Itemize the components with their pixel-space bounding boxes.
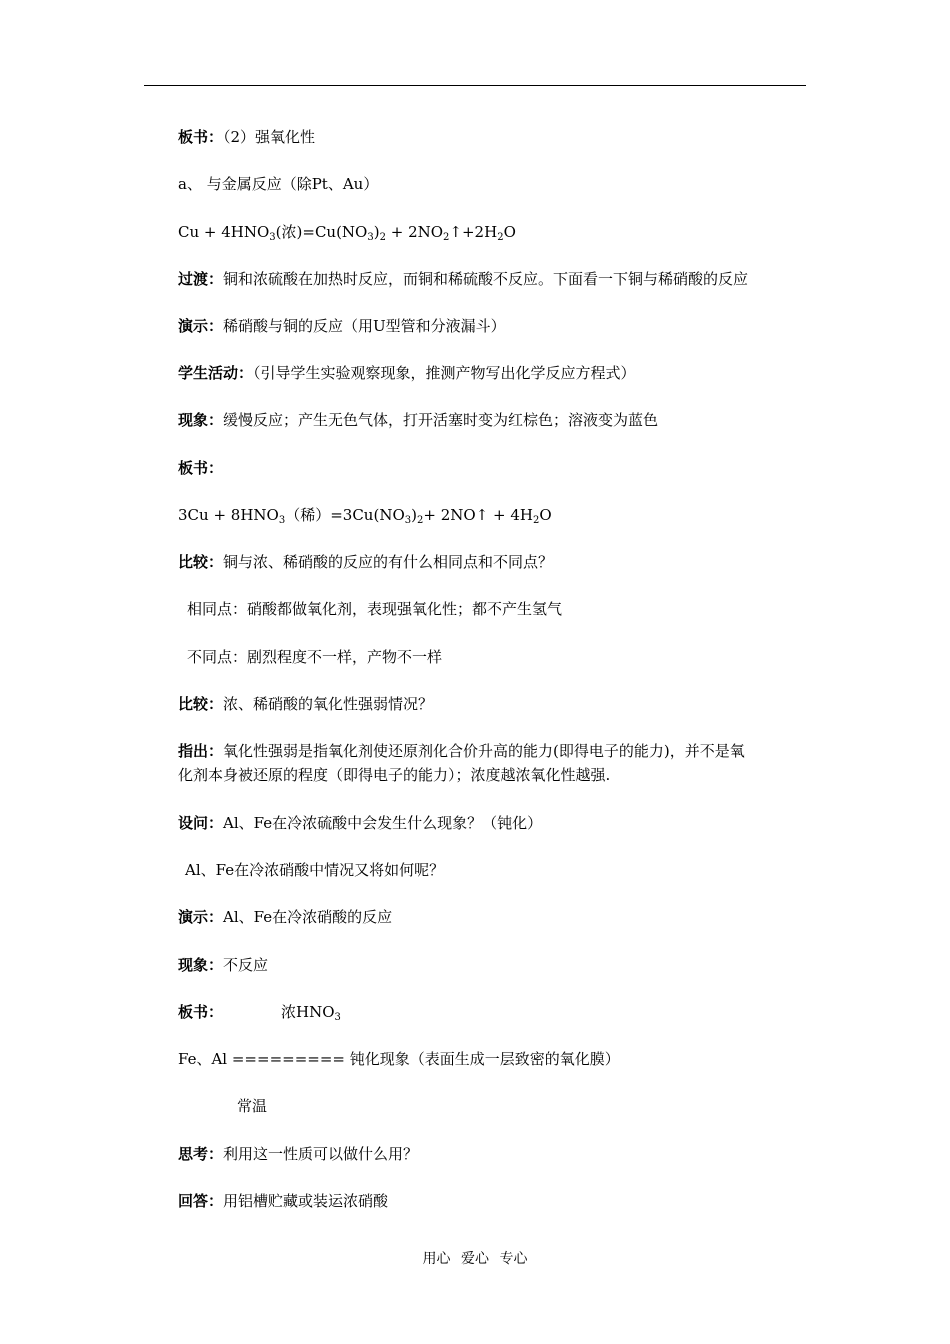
text: 稀硝酸与铜的反应（用U型管和分液漏斗） [223, 317, 506, 335]
eq-part: + 2NO [385, 223, 444, 241]
eq-part: 3Cu + 8HNO [178, 506, 279, 524]
line-compare-1 [178, 551, 553, 573]
text: 化剂本身被还原的程度（即得电子的能力）；浓度越浓氧化性越强. [178, 766, 611, 784]
text: 不反应 [223, 956, 269, 974]
text: Al、Fe在冷浓硝酸的反应 [223, 908, 393, 926]
label: 比较： [178, 695, 224, 713]
reagent-sub: 3 [334, 1012, 341, 1023]
label: 设问： [178, 814, 224, 832]
label: 现象： [178, 411, 224, 429]
label: 思考： [178, 1145, 224, 1163]
eq-sub: 2 [532, 515, 540, 526]
eq-sub: 3 [404, 515, 412, 526]
text: a、 与金属反应（除Pt、Au） [178, 175, 379, 193]
line-board-2 [178, 457, 223, 479]
line-compare-2 [178, 693, 433, 715]
label: 比较： [178, 553, 224, 571]
line-answer [178, 1190, 388, 1212]
eq-part: (浓)=Cu(NO [275, 223, 368, 241]
label: 演示： [178, 317, 224, 335]
label: 演示： [178, 908, 224, 926]
text: 缓慢反应；产生无色气体，打开活塞时变为红棕色；溶液变为蓝色 [223, 411, 659, 429]
page-footer: 用心 爱心 专心 [422, 1251, 528, 1267]
line-transition [178, 268, 748, 290]
line-differences [187, 646, 442, 668]
text: （2）强氧化性 [223, 128, 316, 146]
text: 浓、稀硝酸的氧化性强弱情况？ [223, 695, 434, 713]
equation-concentrated [178, 221, 516, 243]
text: Al、Fe在冷浓硝酸中情况又将如何呢？ [185, 861, 445, 879]
eq-part: O [503, 223, 516, 241]
line-board-3 [178, 1001, 341, 1023]
text: 常温 [237, 1097, 268, 1115]
text: Fe、Al ========= 钝化现象（表面生成一层致密的氧化膜） [178, 1050, 620, 1068]
text: （引导学生实验观察现象，推测产物写出化学反应方程式） [253, 364, 636, 382]
eq-sub: 2 [379, 232, 386, 243]
line-question-2 [185, 859, 444, 881]
text: Al、Fe在冷浓硫酸中会发生什么现象？（钝化） [223, 814, 543, 832]
line-think [178, 1143, 418, 1165]
eq-sub: 3 [269, 232, 276, 243]
line-question [178, 812, 542, 834]
text: 不同点：剧烈程度不一样，产物不一样 [187, 648, 443, 666]
line-student-activity [178, 362, 636, 384]
line-similarities [187, 598, 562, 620]
line-room-temp [237, 1095, 267, 1117]
eq-part: （稀）=3Cu(NO [285, 506, 405, 524]
line-phenomenon-1 [178, 409, 658, 431]
eq-sub: 3 [278, 515, 286, 526]
label: 板书： [178, 459, 224, 477]
eq-part: ) [411, 506, 417, 524]
eq-part: ) [373, 223, 380, 241]
eq-part: Cu + 4HNO [178, 223, 270, 241]
eq-sub: 2 [416, 515, 424, 526]
text: 铜和浓硫酸在加热时反应，而铜和稀硫酸不反应。下面看一下铜与稀硝酸的反应 [223, 270, 749, 288]
label: 回答： [178, 1192, 224, 1210]
eq-part: O [539, 506, 552, 524]
text: 用铝槽贮藏或装运浓硝酸 [223, 1192, 389, 1210]
line-passivation [178, 1048, 620, 1070]
text: 氧化性强弱是指氧化剂使还原剂化合价升高的能力(即得电子的能力)，并不是氧 [223, 742, 745, 760]
label: 板书： [178, 128, 224, 146]
label: 指出： [178, 742, 224, 760]
eq-sub: 3 [367, 232, 374, 243]
line-demo-2 [178, 906, 392, 928]
equation-dilute [178, 504, 552, 526]
eq-part: ↑+2H [449, 223, 498, 241]
line-point-out-cont [178, 764, 610, 786]
label: 学生活动： [178, 364, 254, 382]
text: 铜与浓、稀硝酸的反应的有什么相同点和不同点？ [223, 553, 554, 571]
label: 板书： [178, 1003, 224, 1021]
eq-sub: 2 [443, 232, 450, 243]
line-board-1 [178, 126, 315, 148]
line-metal-reaction [178, 173, 378, 195]
line-phenomenon-2 [178, 954, 268, 976]
text: 利用这一性质可以做什么用？ [223, 1145, 419, 1163]
header-rule [144, 85, 806, 86]
eq-sub: 2 [497, 232, 504, 243]
line-demo-1 [178, 315, 506, 337]
line-point-out [178, 740, 745, 762]
label: 现象： [178, 956, 224, 974]
reagent: 浓HNO [281, 1003, 335, 1021]
label: 过渡： [178, 270, 224, 288]
text: 相同点：硝酸都做氧化剂，表现强氧化性；都不产生氢气 [187, 600, 563, 618]
eq-part: + 2NO↑ + 4H [423, 506, 533, 524]
